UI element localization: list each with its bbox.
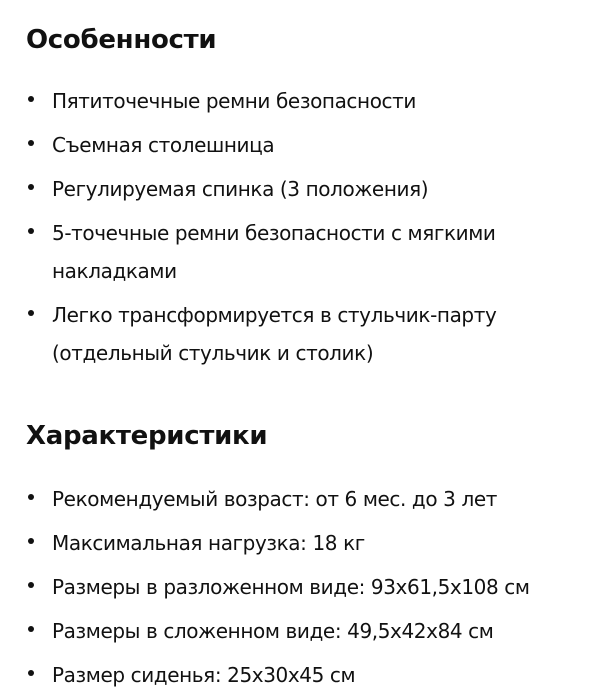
bullet-icon [28, 310, 34, 316]
feature-item: Легко трансформируется в стульчик-парту (отдельный стульчик и столик) [26, 296, 572, 372]
spec-item: Максимальная нагрузка: 18 кг [26, 524, 586, 562]
bullet-icon [28, 228, 34, 234]
bullet-icon [28, 494, 34, 500]
bullet-icon [28, 140, 34, 146]
features-list [26, 82, 586, 378]
bullet-icon [28, 582, 34, 588]
spec-item: Рекомендуемый возраст: от 6 мес. до 3 лет [26, 480, 586, 518]
specs-heading: Характеристики [26, 421, 268, 451]
bullet-icon [28, 538, 34, 544]
feature-item: Пятиточечные ремни безопасности [26, 82, 586, 120]
feature-item: 5-точечные ремни безопасности с мягкими накладками [26, 214, 562, 290]
specs-list [26, 480, 586, 700]
features-heading: Особенности [26, 25, 217, 55]
spec-item: Размеры в разложенном виде: 93x61,5x108 см [26, 568, 586, 606]
spec-item: Размеры в сложенном виде: 49,5x42x84 см [26, 612, 586, 650]
bullet-icon [28, 626, 34, 632]
bullet-icon [28, 96, 34, 102]
spec-item: Размер сиденья: 25x30x45 см [26, 656, 586, 694]
bullet-icon [28, 670, 34, 676]
feature-item: Съемная столешница [26, 126, 586, 164]
feature-item: Регулируемая спинка (3 положения) [26, 170, 586, 208]
bullet-icon [28, 184, 34, 190]
